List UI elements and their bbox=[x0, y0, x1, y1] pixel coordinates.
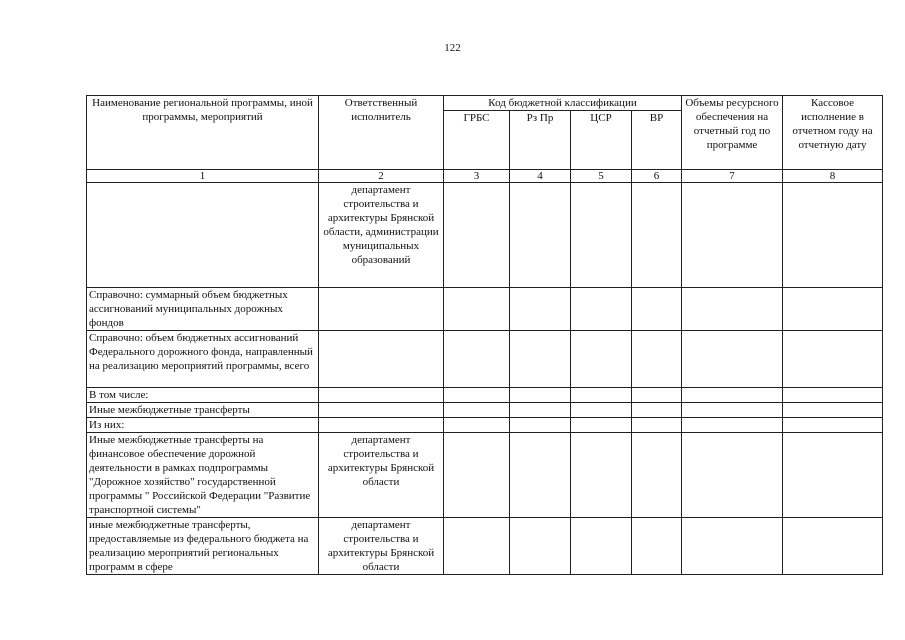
column-number: 5 bbox=[571, 170, 632, 183]
row-name bbox=[87, 183, 319, 288]
row-executor bbox=[319, 388, 444, 403]
header-rzpr: Рз Пр bbox=[510, 111, 571, 170]
row-executor: департамент строительства и архитектуры Брянской области, администрации муниципальных образований bbox=[319, 183, 444, 288]
row-name: Справочно: объем бюджетных ассигнований Федерального дорожного фонда, направленный на реализацию мероприятий программы, всего bbox=[87, 331, 319, 388]
row-name: В том числе: bbox=[87, 388, 319, 403]
column-number: 6 bbox=[632, 170, 682, 183]
row-name: Из них: bbox=[87, 418, 319, 433]
table-row bbox=[87, 418, 883, 433]
row-executor bbox=[319, 418, 444, 433]
column-number: 7 bbox=[682, 170, 783, 183]
header-csr: ЦСР bbox=[571, 111, 632, 170]
header-vr: ВР bbox=[632, 111, 682, 170]
header-row bbox=[87, 96, 883, 111]
header-code-group: Код бюджетной классификации bbox=[444, 96, 682, 111]
header-name: Наименование региональной программы, иной программы, мероприятий bbox=[87, 96, 319, 170]
row-name: иные межбюджетные трансферты, предоставляемые из федерального бюджета на реализацию мероприятий региональных программ в сфере bbox=[87, 518, 319, 575]
row-executor: департамент строительства и архитектуры Брянской области bbox=[319, 433, 444, 518]
header-volumes: Объемы ресурсного обеспечения на отчетный год по программе bbox=[682, 96, 783, 170]
column-number: 4 bbox=[510, 170, 571, 183]
budget-table bbox=[86, 95, 883, 575]
column-number: 8 bbox=[783, 170, 883, 183]
row-executor: департамент строительства и архитектуры Брянской области bbox=[319, 518, 444, 575]
row-executor bbox=[319, 403, 444, 418]
row-executor bbox=[319, 288, 444, 331]
page-number: 122 bbox=[444, 42, 461, 54]
table-row bbox=[87, 288, 883, 331]
header-grbs: ГРБС bbox=[444, 111, 510, 170]
table-row bbox=[87, 331, 883, 388]
column-number: 2 bbox=[319, 170, 444, 183]
row-name: Иные межбюджетные трансферты на финансовое обеспечение дорожной деятельности в рамках подпрограммы "Дорожное хозяйство" государственной программы " Российской Федерации "Развитие транспортной системы" bbox=[87, 433, 319, 518]
row-name: Иные межбюджетные трансферты bbox=[87, 403, 319, 418]
header-executor: Ответственный исполнитель bbox=[319, 96, 444, 170]
table-row bbox=[87, 518, 883, 575]
header-cash: Кассовое исполнение в отчетном году на отчетную дату bbox=[783, 96, 883, 170]
table-row bbox=[87, 433, 883, 518]
column-number: 1 bbox=[87, 170, 319, 183]
table-row bbox=[87, 388, 883, 403]
column-number: 3 bbox=[444, 170, 510, 183]
column-number-row bbox=[87, 170, 883, 183]
table-row bbox=[87, 183, 883, 288]
row-name: Справочно: суммарный объем бюджетных ассигнований муниципальных дорожных фондов bbox=[87, 288, 319, 331]
table-row bbox=[87, 403, 883, 418]
row-executor bbox=[319, 331, 444, 388]
